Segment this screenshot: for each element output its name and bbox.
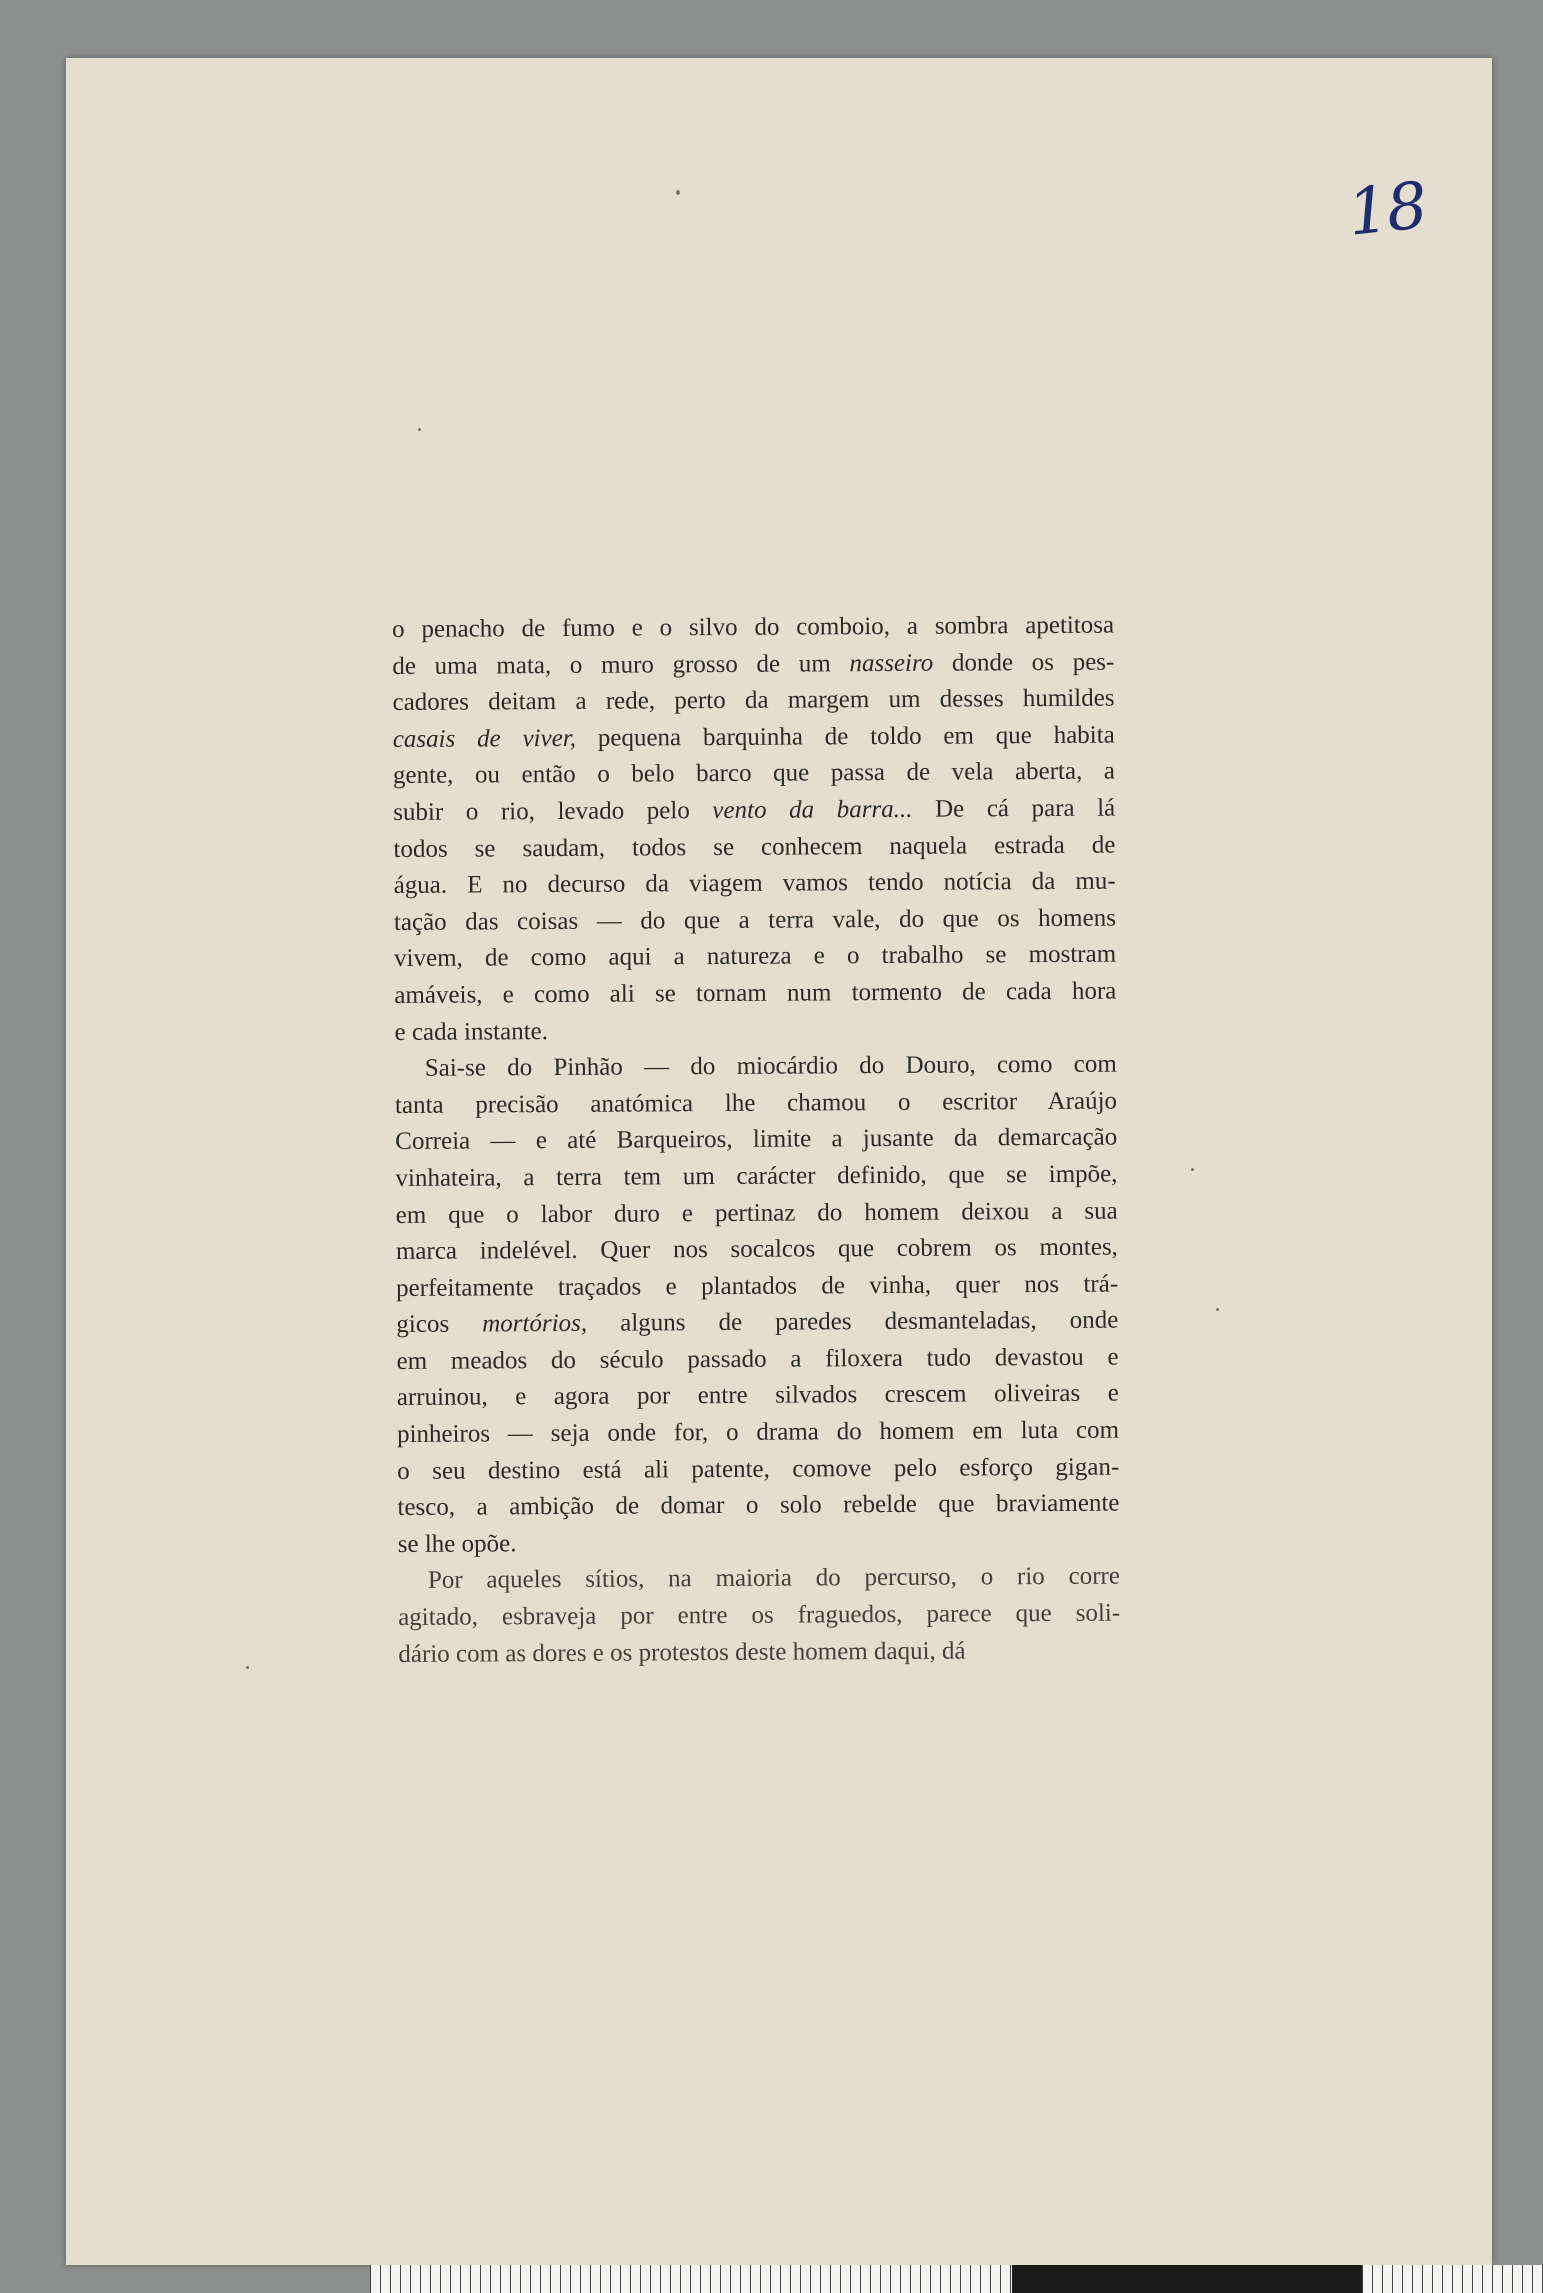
text-line <box>395 1083 1117 1124</box>
ruler-black-segment <box>1012 2265 1543 2293</box>
text-line <box>395 1156 1117 1197</box>
text-segment: Sai-se do Pinhão — do miocárdio do Douro, como com <box>424 1050 1117 1082</box>
text-segment: de uma mata, o muro grosso de um <box>392 649 850 680</box>
text-segment: em que o labor duro e pertinaz do homem deixou a sua <box>395 1197 1118 1229</box>
text-segment: vinhateira, a terra tem um carácter definido, que se impõe, <box>395 1160 1118 1192</box>
text-segment: se lhe opõe. <box>397 1530 517 1558</box>
text-segment: pinheiros — seja onde for, o drama do homem em luta com <box>396 1416 1120 1449</box>
paper-speck <box>418 428 421 431</box>
text-segment: o penacho de fumo e o silvo do comboio, a sombra apetitosa <box>392 611 1115 643</box>
text-line <box>398 1559 1120 1600</box>
italic-phrase: nasseiro <box>849 649 934 677</box>
text-line <box>397 1449 1119 1490</box>
text-line <box>396 1193 1118 1234</box>
scale-ruler <box>0 2265 1543 2293</box>
text-line <box>392 608 1114 649</box>
text-segment: água. E no decurso da viagem vamos tendo notícia da mu- <box>393 867 1116 900</box>
body-text <box>392 608 1120 1674</box>
text-line <box>394 864 1116 905</box>
text-segment: cadores deitam a rede, perto da margem um desses humildes <box>392 684 1115 717</box>
text-line <box>398 1522 1120 1563</box>
text-segment: perfeitamente traçados e plantados de vinha, quer nos trá- <box>396 1270 1119 1302</box>
text-segment: Por aqueles sítios, na maioria do percurso, o rio corre <box>427 1563 1120 1595</box>
italic-phrase: casais de viver, <box>392 724 577 753</box>
text-line <box>393 791 1115 832</box>
text-segment: arruinou, e agora por entre silvados crescem oliveiras e <box>396 1380 1119 1412</box>
text-segment: em meados do século passado a filoxera tudo devastou e <box>396 1343 1119 1375</box>
text-line <box>395 1047 1117 1088</box>
paper-speck <box>1191 1168 1194 1171</box>
text-line <box>396 1230 1118 1271</box>
text-segment: amáveis, e como ali se tornam num tormento de cada hora <box>394 977 1117 1009</box>
text-line <box>392 644 1114 685</box>
text-line <box>394 900 1116 941</box>
paper-speck <box>246 1666 249 1669</box>
text-line <box>394 937 1116 978</box>
text-segment: e cada instante. <box>394 1017 549 1046</box>
text-line <box>393 754 1115 795</box>
italic-phrase: vento da barra... <box>712 795 913 825</box>
text-line <box>397 1486 1119 1527</box>
text-line <box>395 1120 1117 1161</box>
text-line <box>393 717 1115 758</box>
paper-speck <box>1216 1308 1219 1311</box>
text-segment: gente, ou então o belo barco que passa de vela aberta, a <box>392 757 1116 790</box>
text-line <box>396 1303 1118 1344</box>
text-line <box>397 1413 1119 1454</box>
text-segment: vivem, de como aqui a natureza e o trabalho se mostram <box>394 940 1117 973</box>
text-segment: todos se saudam, todos se conhecem naquela estrada de <box>393 831 1116 863</box>
text-segment: tação das coisas — do que a terra vale, do que os homens <box>393 904 1116 936</box>
text-line <box>397 1376 1119 1417</box>
text-segment: subir o rio, levado pelo <box>393 797 713 826</box>
text-line <box>392 681 1114 722</box>
text-segment: gicos <box>396 1310 483 1339</box>
paper-speck <box>676 190 680 195</box>
italic-phrase: mortórios, <box>482 1310 588 1338</box>
text-segment: Correia — e até Barqueiros, limite a jusante da demarcação <box>395 1123 1118 1156</box>
text-line <box>394 974 1116 1015</box>
text-line <box>398 1596 1120 1637</box>
text-segment: o seu destino está ali patente, comove pelo esforço gigan- <box>397 1453 1120 1485</box>
ruler-white-segment <box>370 2265 1012 2293</box>
text-segment: donde os pes- <box>933 648 1115 677</box>
text-segment: marca indelével. Quer nos socalcos que cobrem os montes, <box>395 1233 1118 1266</box>
text-segment: pequena barquinha de toldo em que habita <box>575 721 1115 752</box>
text-segment: tanta precisão anatómica lhe chamou o escritor Araújo <box>394 1087 1118 1119</box>
handwritten-page-number: 18 <box>1344 169 1430 251</box>
text-line <box>398 1632 1120 1673</box>
text-segment: dário com as dores e os protestos deste homem daqui, dá <box>398 1637 966 1668</box>
text-segment: agitado, esbraveja por entre os fraguedos, parece que soli- <box>398 1599 1121 1632</box>
text-line <box>396 1339 1118 1380</box>
text-line <box>394 1010 1116 1051</box>
text-segment: tesco, a ambição de domar o solo rebelde que braviamente <box>397 1489 1120 1522</box>
text-segment: alguns de paredes desmanteladas, onde <box>587 1306 1119 1338</box>
text-line <box>393 827 1115 868</box>
text-line <box>396 1266 1118 1307</box>
text-segment: De cá para lá <box>912 794 1116 823</box>
ruler-white-segment-right <box>1362 2265 1543 2293</box>
